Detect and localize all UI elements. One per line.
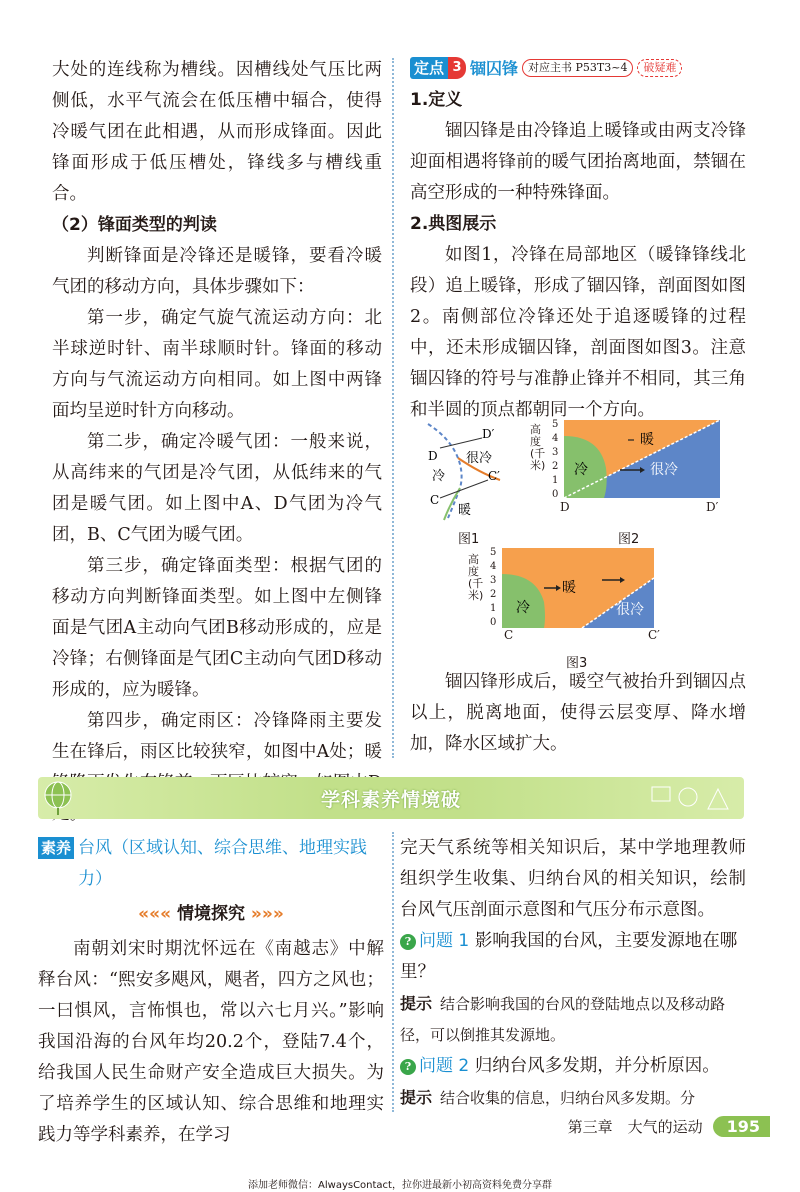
figure-1-diagram bbox=[420, 418, 520, 522]
fig3-yticks bbox=[490, 546, 498, 630]
fig3-ylabel: 高度(千米) bbox=[468, 553, 484, 602]
dingdian-title: 锢囚锋 bbox=[470, 58, 519, 78]
bottom-right-column bbox=[400, 833, 746, 1114]
figure-2-caption: 图2 bbox=[618, 532, 640, 547]
left-paragraph-2: 判断锋面是冷锋还是暖锋，要看冷暖气团的移动方向，具体步骤如下： bbox=[52, 246, 382, 297]
left-paragraph-step1: 第一步，确定气旋气流运动方向：北半球逆时针、南半球顺时针。锋面的移动方向与气流运动方向相同。如上图中两锋面均呈逆时针方向移动。 bbox=[52, 308, 382, 421]
bottom-left-paragraph: 南朝刘宋时期沈怀远在《南越志》中解释台风：“熙安多飓风，飓者，四方之风也；一曰惧风，言怖惧也，常以六七月兴。”影响我国沿海的台风年均20.2个，登陆7.4个，给我国人民生命财产安全造成巨大损失。为了培养学生的区域认知、综合思维和地理实践力等学科素养，在学习 bbox=[38, 939, 384, 1145]
footer-chapter: 第三章 大气的运动 bbox=[567, 1118, 703, 1136]
column-divider-bottom bbox=[392, 832, 394, 1112]
fig2-ytick: 4 bbox=[552, 433, 559, 444]
figure-3-chart bbox=[468, 546, 668, 646]
fig3-x-left: C bbox=[504, 628, 514, 642]
left-paragraph-step3: 第三步，确定锋面类型：根据气团的移动方向判断锋面类型。如上图中左侧锋面是气团A主动向气团B移动形成的，应是冷锋；右侧锋面是气团C主动向气团D移动形成的，应为暖锋。 bbox=[52, 556, 382, 700]
definition-heading: 1.定义 bbox=[410, 90, 463, 110]
qingjing-title: 情境探究 bbox=[177, 904, 245, 924]
section-heading-front-type: （2）锋面类型的判读 bbox=[52, 215, 217, 235]
hint-2-label: 提示 bbox=[400, 1088, 433, 1107]
page-number: 195 bbox=[713, 1116, 770, 1137]
fig2-yticks bbox=[552, 418, 560, 502]
fig3-x-right: C′ bbox=[648, 628, 660, 642]
qingjing-heading bbox=[38, 899, 384, 930]
hint-1-text: 结合影响我国的台风的登陆地点以及移动路径，可以倒推其发源地。 bbox=[400, 995, 726, 1044]
question-2-text: 归纳台风多发期，并分析原因。 bbox=[474, 1056, 720, 1076]
fig3-ytick: 3 bbox=[490, 575, 497, 586]
fig3-ytick: 4 bbox=[490, 561, 497, 572]
question-1-label: 问题 1 bbox=[419, 931, 470, 951]
banner-title: 学科素养情境破 bbox=[320, 789, 461, 811]
fig2-ytick: 2 bbox=[552, 461, 559, 472]
fig1-label-very-cold: 很冷 bbox=[466, 451, 493, 466]
hint-2-text: 结合收集的信息，归纳台风多发期。分 bbox=[440, 1089, 696, 1107]
fig3-plot bbox=[502, 548, 654, 628]
fig2-label-warm: 暖 bbox=[640, 432, 654, 448]
figure-description-paragraph: 如图1，冷锋在局部地区（暖锋锋线北段）追上暖锋，形成了锢囚锋，剖面图如图2。南侧部位冷锋还处于追逐暖锋的过程中，还未形成锢囚锋，剖面图如图3。注意锢囚锋的符号与准静止锋并不相同，其三角和半圆的顶点都朝同一个方向。 bbox=[410, 245, 746, 420]
fig2-ytick: 5 bbox=[552, 419, 559, 430]
section-banner bbox=[38, 777, 744, 819]
fig3-label-warm: 暖 bbox=[562, 580, 576, 596]
fig2-plot bbox=[564, 420, 720, 498]
hint-1-label: 提示 bbox=[400, 994, 433, 1013]
fig1-label-c: C bbox=[430, 493, 440, 507]
suyang-tag: 素养 bbox=[38, 837, 74, 859]
column-divider-top bbox=[392, 58, 394, 758]
figure-1-caption: 图1 bbox=[458, 532, 480, 547]
fig2-label-very-cold: 很冷 bbox=[650, 462, 678, 478]
watermark-text: 添加老师微信：AlwaysContact，拉你进最新小初高资料免费分享群 bbox=[248, 1180, 552, 1191]
dingdian-header bbox=[410, 55, 746, 81]
left-paragraph-step4: 第四步，确定雨区：冷锋降雨主要发生在锋后，雨区比较狭窄，如图中A处；暖 bbox=[52, 711, 382, 762]
double-chevron-right-icon: »»» bbox=[250, 904, 284, 924]
fig3-label-cold: 冷 bbox=[516, 600, 530, 616]
left-paragraph-step2: 第二步，确定冷暖气团：一般来说，从高纬来的气团是冷气团，从低纬来的气团是暖气团。如上图中A、D气团为冷气团，B、C气团为暖气团。 bbox=[52, 432, 382, 545]
suyang-header bbox=[38, 833, 384, 895]
fig1-label-cold: 冷 bbox=[432, 469, 446, 484]
doodle-icon bbox=[648, 781, 738, 815]
question-icon: ? bbox=[400, 1059, 416, 1075]
figure-heading: 2.典图展示 bbox=[410, 214, 497, 234]
fig2-ytick: 3 bbox=[552, 447, 559, 458]
fig3-ytick: 1 bbox=[490, 603, 497, 614]
fig1-label-d-prime: D′ bbox=[482, 427, 495, 441]
occlusion-effect-paragraph: 锢囚锋形成后，暖空气被抬升到锢囚点以上，脱离地面，使得云层变厚、降水增加，降水区域扩大。 bbox=[410, 672, 746, 754]
hint-1 bbox=[400, 988, 746, 1051]
question-1-text: 影响我国的台风，主要发源地在哪里？ bbox=[400, 931, 738, 982]
question-2-label: 问题 2 bbox=[419, 1056, 470, 1076]
question-1 bbox=[400, 926, 746, 988]
bottom-left-column bbox=[38, 833, 384, 1151]
fig2-x-left: D bbox=[560, 500, 570, 514]
left-paragraph-1: 大处的连线称为槽线。因槽线处气压比两侧低，水平气流会在低压槽中辐合，使得冷暖气团在此相遇，从而形成锋面。因此锋面形成于低压槽处，锋线多与槽线重合。 bbox=[52, 60, 382, 204]
right-column-tail bbox=[410, 667, 746, 760]
figure-3-caption: 图3 bbox=[566, 656, 588, 671]
fig2-ylabel: 高度(千米) bbox=[530, 423, 546, 472]
dingdian-reference: 对应主书 P53T3~4 bbox=[522, 59, 633, 77]
page-footer bbox=[568, 1116, 770, 1137]
hint-2 bbox=[400, 1082, 746, 1114]
fig2-ytick: 1 bbox=[552, 475, 559, 486]
fig3-ytick: 5 bbox=[490, 547, 497, 558]
bottom-right-paragraph: 完天气系统等相关知识后，某中学地理教师组织学生收集、归纳台风的相关知识，绘制台风气压剖面示意图和气压分布示意图。 bbox=[400, 838, 746, 920]
double-chevron-left-icon: ««« bbox=[138, 904, 172, 924]
fig3-ytick: 0 bbox=[490, 617, 497, 628]
dingdian-number: 3 bbox=[448, 57, 466, 79]
fig1-label-warm: 暖 bbox=[458, 503, 472, 518]
suyang-topic: 台风（区域认知、综合思维、地理实践力） bbox=[78, 838, 368, 889]
fig3-ytick: 2 bbox=[490, 589, 497, 600]
question-2 bbox=[400, 1051, 746, 1082]
dingdian-tag: 定点 bbox=[410, 57, 448, 79]
fig2-label-cold: 冷 bbox=[574, 462, 588, 478]
right-column bbox=[410, 55, 746, 426]
question-icon: ? bbox=[400, 934, 416, 950]
fig1-label-d: D bbox=[428, 449, 438, 463]
fig2-ytick: 0 bbox=[552, 489, 559, 500]
fig3-label-very-cold: 很冷 bbox=[616, 602, 644, 618]
fig2-x-right: D′ bbox=[706, 500, 719, 514]
figure-2-chart bbox=[530, 418, 730, 518]
dingdian-badge: 破疑难 bbox=[637, 59, 682, 77]
left-column bbox=[52, 55, 382, 830]
definition-paragraph: 锢囚锋是由冷锋追上暖锋或由两支冷锋迎面相遇将锋前的暖气团抬离地面，禁锢在高空形成的一种特殊锋面。 bbox=[410, 121, 746, 203]
fig1-label-c-prime: C′ bbox=[488, 469, 500, 483]
section-line-cc bbox=[440, 480, 488, 498]
